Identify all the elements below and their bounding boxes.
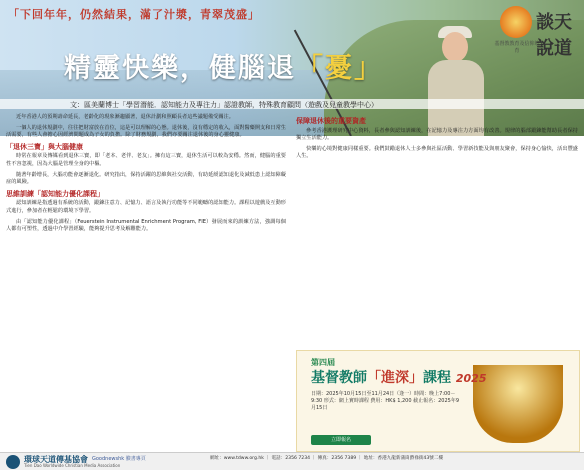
section-paragraph: 認知訓練是指透過有系統的活動，鍛鍊注意力、記憶力、語言及執行功能等不同範疇的認知能力。課程以遊戲及互動形式進行，參加者在輕鬆的環境下學習。 bbox=[6, 200, 286, 214]
org-name-en: Tien Dao Worldwide Christian Media Association bbox=[24, 463, 121, 468]
author-byline: 文：區美蘭博士「學習潛能．認知能力及專注力」認證教師，特殊教育顧問（遊戲及兒童教學中心） bbox=[70, 101, 378, 109]
section-heading: 思維訓練「認知能力優化課程」 bbox=[6, 189, 104, 198]
ad-edition: 第四屆 bbox=[311, 358, 335, 367]
course-advertisement[interactable] bbox=[296, 350, 580, 452]
intro-paragraph-1: 近年香港人的預期壽命延長，老齡化的現象漸趨顯著，退休計劃和照顧長者這些議題備受關注。 bbox=[16, 114, 234, 120]
right-column bbox=[296, 114, 578, 164]
intro-paragraph-2: 一個人的退休規劃中，往往把財富放在首位，這是可以理解的心態。退休後，沒有穩定的收入，面對醫藥開支和日常生活需要，有些人會擔心因經濟問題成為子女的負擔。除了財務規劃，我們亦要關注退休後的身心靈健康。 bbox=[6, 124, 286, 139]
seal-caption: 基督教教育及信仰培育 bbox=[494, 41, 540, 54]
ad-year: 2025 bbox=[455, 372, 487, 385]
section-paragraph: 參考香港護理研究中心資料，長者參與認知訓練後，在記憶力及專注力方面均有改善。規律的腦部鍛鍊能幫助長者保持獨立生活能力。 bbox=[296, 127, 578, 142]
brand-logo: 談天說道 bbox=[536, 12, 572, 59]
head bbox=[442, 32, 468, 62]
page-title bbox=[64, 46, 383, 85]
title-emph: 「憂」 bbox=[296, 53, 383, 84]
ad-title-a: 基督教師 bbox=[311, 370, 367, 386]
org-name: 環球天道傳基協會 bbox=[24, 455, 88, 464]
left-column bbox=[6, 114, 286, 237]
org-logo-icon bbox=[6, 455, 20, 469]
section-heading: 「退休三寶」與大腦健康 bbox=[6, 142, 83, 151]
section-paragraph: 由「認知能力優化課程」（Feuerstein Instrumental Enrichment Program, FIE）發展而來的訓練方法，強調每個人都有可塑性，透過中介學習經驗，能夠提升思考及解難能力。 bbox=[6, 218, 286, 233]
section-paragraph: 隨著年齡增長，大腦功能會逐漸退化。研究指出，保持活躍的思維與社交活動，有助延緩認知退化及減低患上認知障礙症的風險。 bbox=[6, 171, 286, 186]
ad-title-b: 「進深」 bbox=[367, 370, 423, 386]
award-seal-icon bbox=[500, 6, 532, 38]
ad-title-c: 課程 bbox=[423, 370, 451, 386]
tagline: 「下回年年，仍然結果，滿了汁漿，青翠茂盛」 bbox=[8, 8, 260, 21]
register-button[interactable]: 立即報名 bbox=[311, 435, 371, 445]
title-main: 精靈快樂，健腦退 bbox=[64, 53, 296, 84]
ad-details: 日期：2025年10月15日至11月24日（逢一）時間：晚上7:00－9:30 形式：網上實時課程 費用：HK$ 1,200 截止報名：2025年9月15日 bbox=[311, 391, 460, 411]
footer bbox=[0, 452, 584, 470]
contact-info: 網址：www.tdww.org.hk ｜ 電話：2356 7234 ｜ 傳真：2356 7389 ｜ 地址：香港九龍新蒲崗爵祿街43號二樓 bbox=[210, 456, 444, 461]
section-paragraph: 時常在報章及傳媒看到退休三寶，即「老本、老伴、老友」。擁有這三寶，退休生活可以較為安穩。然而，健腦的重要性不容忽視，因為大腦是管理全身的中樞。 bbox=[6, 153, 286, 167]
section-paragraph: 快樂的心境對健康同樣重要。我們鼓勵退休人士多參與社區活動、學習新技能及與朋友聚會，保持身心愉快，活出豐盛人生。 bbox=[296, 145, 578, 160]
facebook-link[interactable]: Goodnewshk 臉書專頁 bbox=[92, 456, 146, 462]
ad-title bbox=[311, 367, 487, 387]
section-heading: 保障退休後的重要資產 bbox=[296, 117, 366, 125]
